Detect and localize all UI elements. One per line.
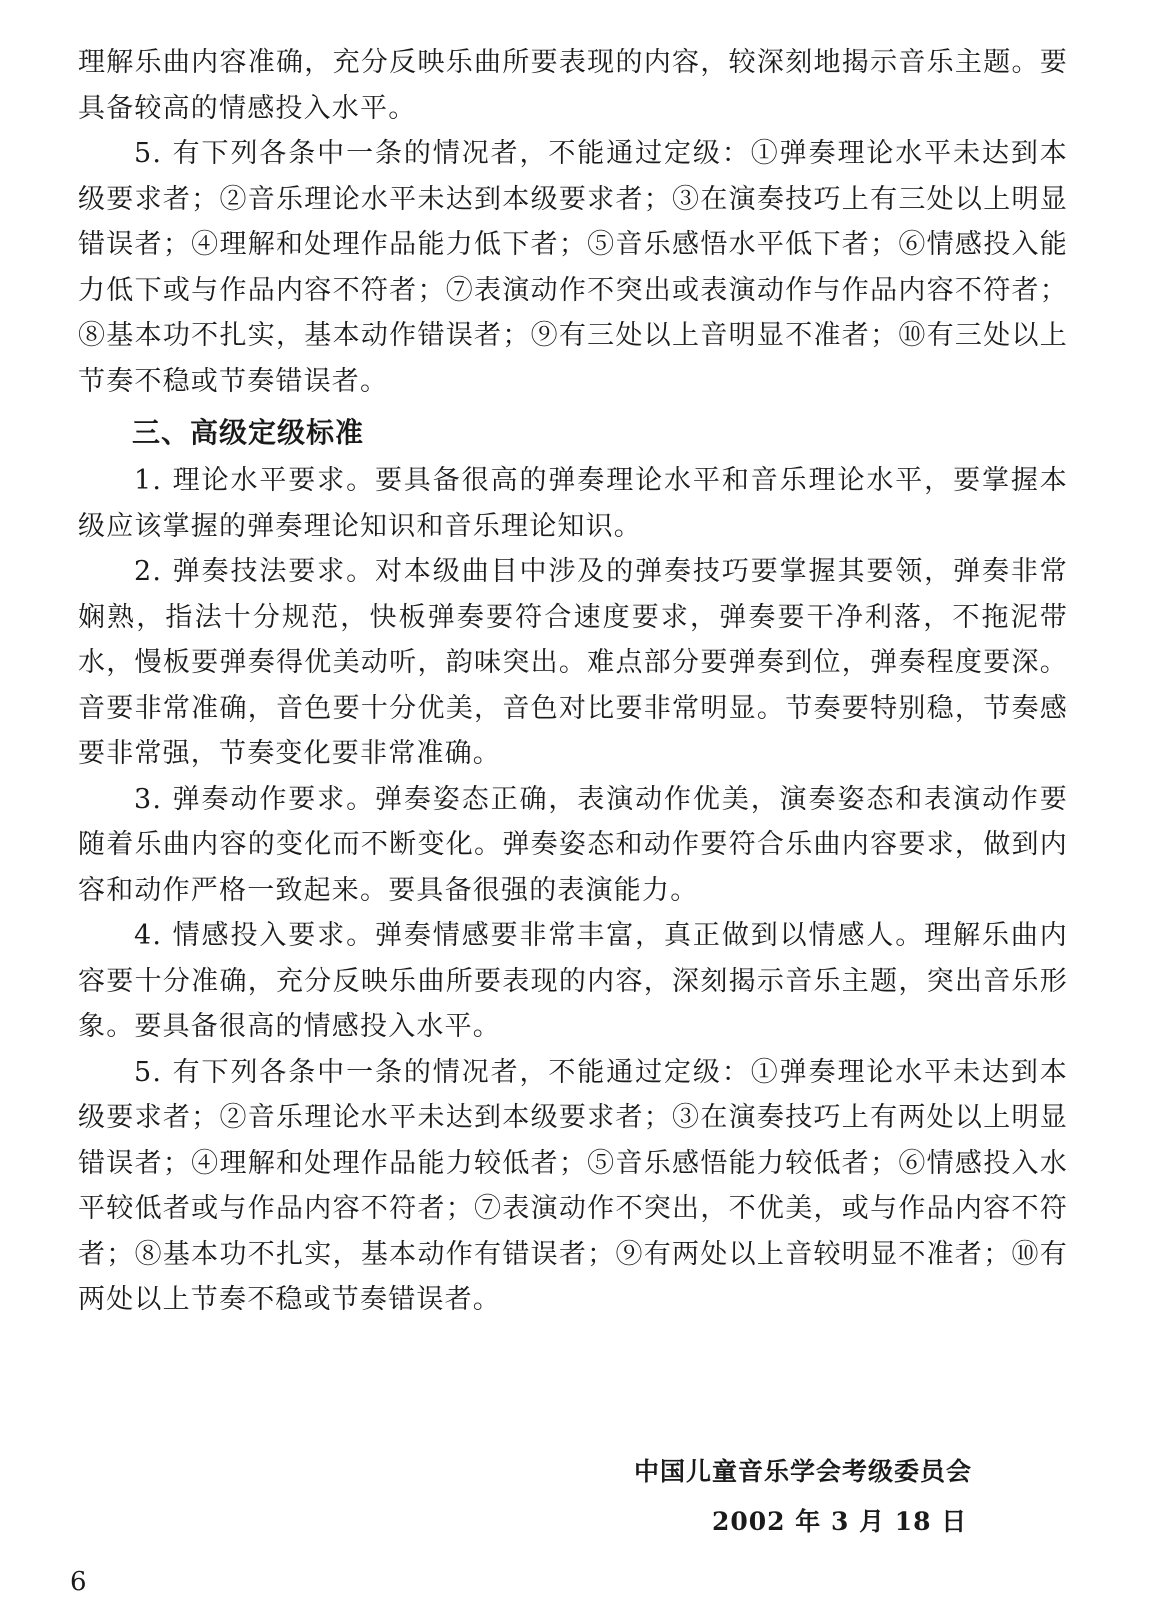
signature-organization: 中国儿童音乐学会考级委员会 — [634, 1457, 973, 1486]
advanced-item-emotion: 4. 情感投入要求。弹奏情感要非常丰富，真正做到以情感人。理解乐曲内容要十分准确，充分反映乐曲所要表现的内容，深刻揭示音乐主题，突出音乐形象。要具备很高的情感投入水平。 — [78, 920, 1068, 1042]
advanced-item-technique: 2. 弹奏技法要求。对本级曲目中涉及的弹奏技巧要掌握其要领，弹奏非常娴熟，指法十分规范，快板弹奏要符合速度要求，弹奏要干净利落，不拖泥带水，慢板要弹奏得优美动听，韵味突出。难点部分要弹奏到位，弹奏程度要深。音要非常准确，音色要十分优美，音色对比要非常明显。节奏要特别稳，节奏感要非常强，节奏变化要非常准确。 — [78, 556, 1068, 769]
continued-paragraph: 理解乐曲内容准确，充分反映乐曲所要表现的内容，较深刻地揭示音乐主题。要具备较高的情感投入水平。 — [78, 47, 1068, 124]
advanced-item-motion: 3. 弹奏动作要求。弹奏姿态正确，表演动作优美，演奏姿态和表演动作要随着乐曲内容的变化而不断变化。弹奏姿态和动作要符合乐曲内容要求，做到内容和动作严格一致起来。要具备很强的表演能力。 — [78, 783, 1068, 906]
page-number: 6 — [70, 1567, 87, 1597]
section-heading: 三、高级定级标准 — [132, 416, 365, 449]
advanced-disqualification-item: 5. 有下列各条中一条的情况者，不能通过定级：①弹奏理论水平未达到本级要求者；②音乐理论水平未达到本级要求者；③在演奏技巧上有两处以上明显错误者；④理解和处理作品能力较低者；⑤音乐感悟能力较低者；⑥情感投入水平较低者或与作品内容不符者；⑦表演动作不突出，不优美，或与作品内容不符者；⑧基本功不扎实，基本动作有错误者；⑨有两处以上音较明显不准者；⑩有两处以上节奏不稳或节奏错误者。 — [78, 1056, 1068, 1315]
intermediate-disqualification-item: 5. 有下列各条中一条的情况者，不能通过定级：①弹奏理论水平未达到本级要求者；②音乐理论水平未达到本级要求者；③在演奏技巧上有三处以上明显错误者；④理解和处理作品能力低下者；⑤音乐感悟水平低下者；⑥情感投入能力低下或与作品内容不符者；⑦表演动作不突出或表演动作与作品内容不符者；⑧基本功不扎实，基本动作错误者；⑨有三处以上音明显不准者；⑩有三处以上节奏不稳或节奏错误者。 — [78, 138, 1068, 397]
document-body — [78, 40, 1068, 1323]
advanced-item-theory: 1. 理论水平要求。要具备很高的弹奏理论水平和音乐理论水平，要掌握本级应该掌握的弹奏理论知识和音乐理论知识。 — [78, 465, 1068, 542]
signature-date: 2002 年 3 月 18 日 — [712, 1507, 968, 1536]
